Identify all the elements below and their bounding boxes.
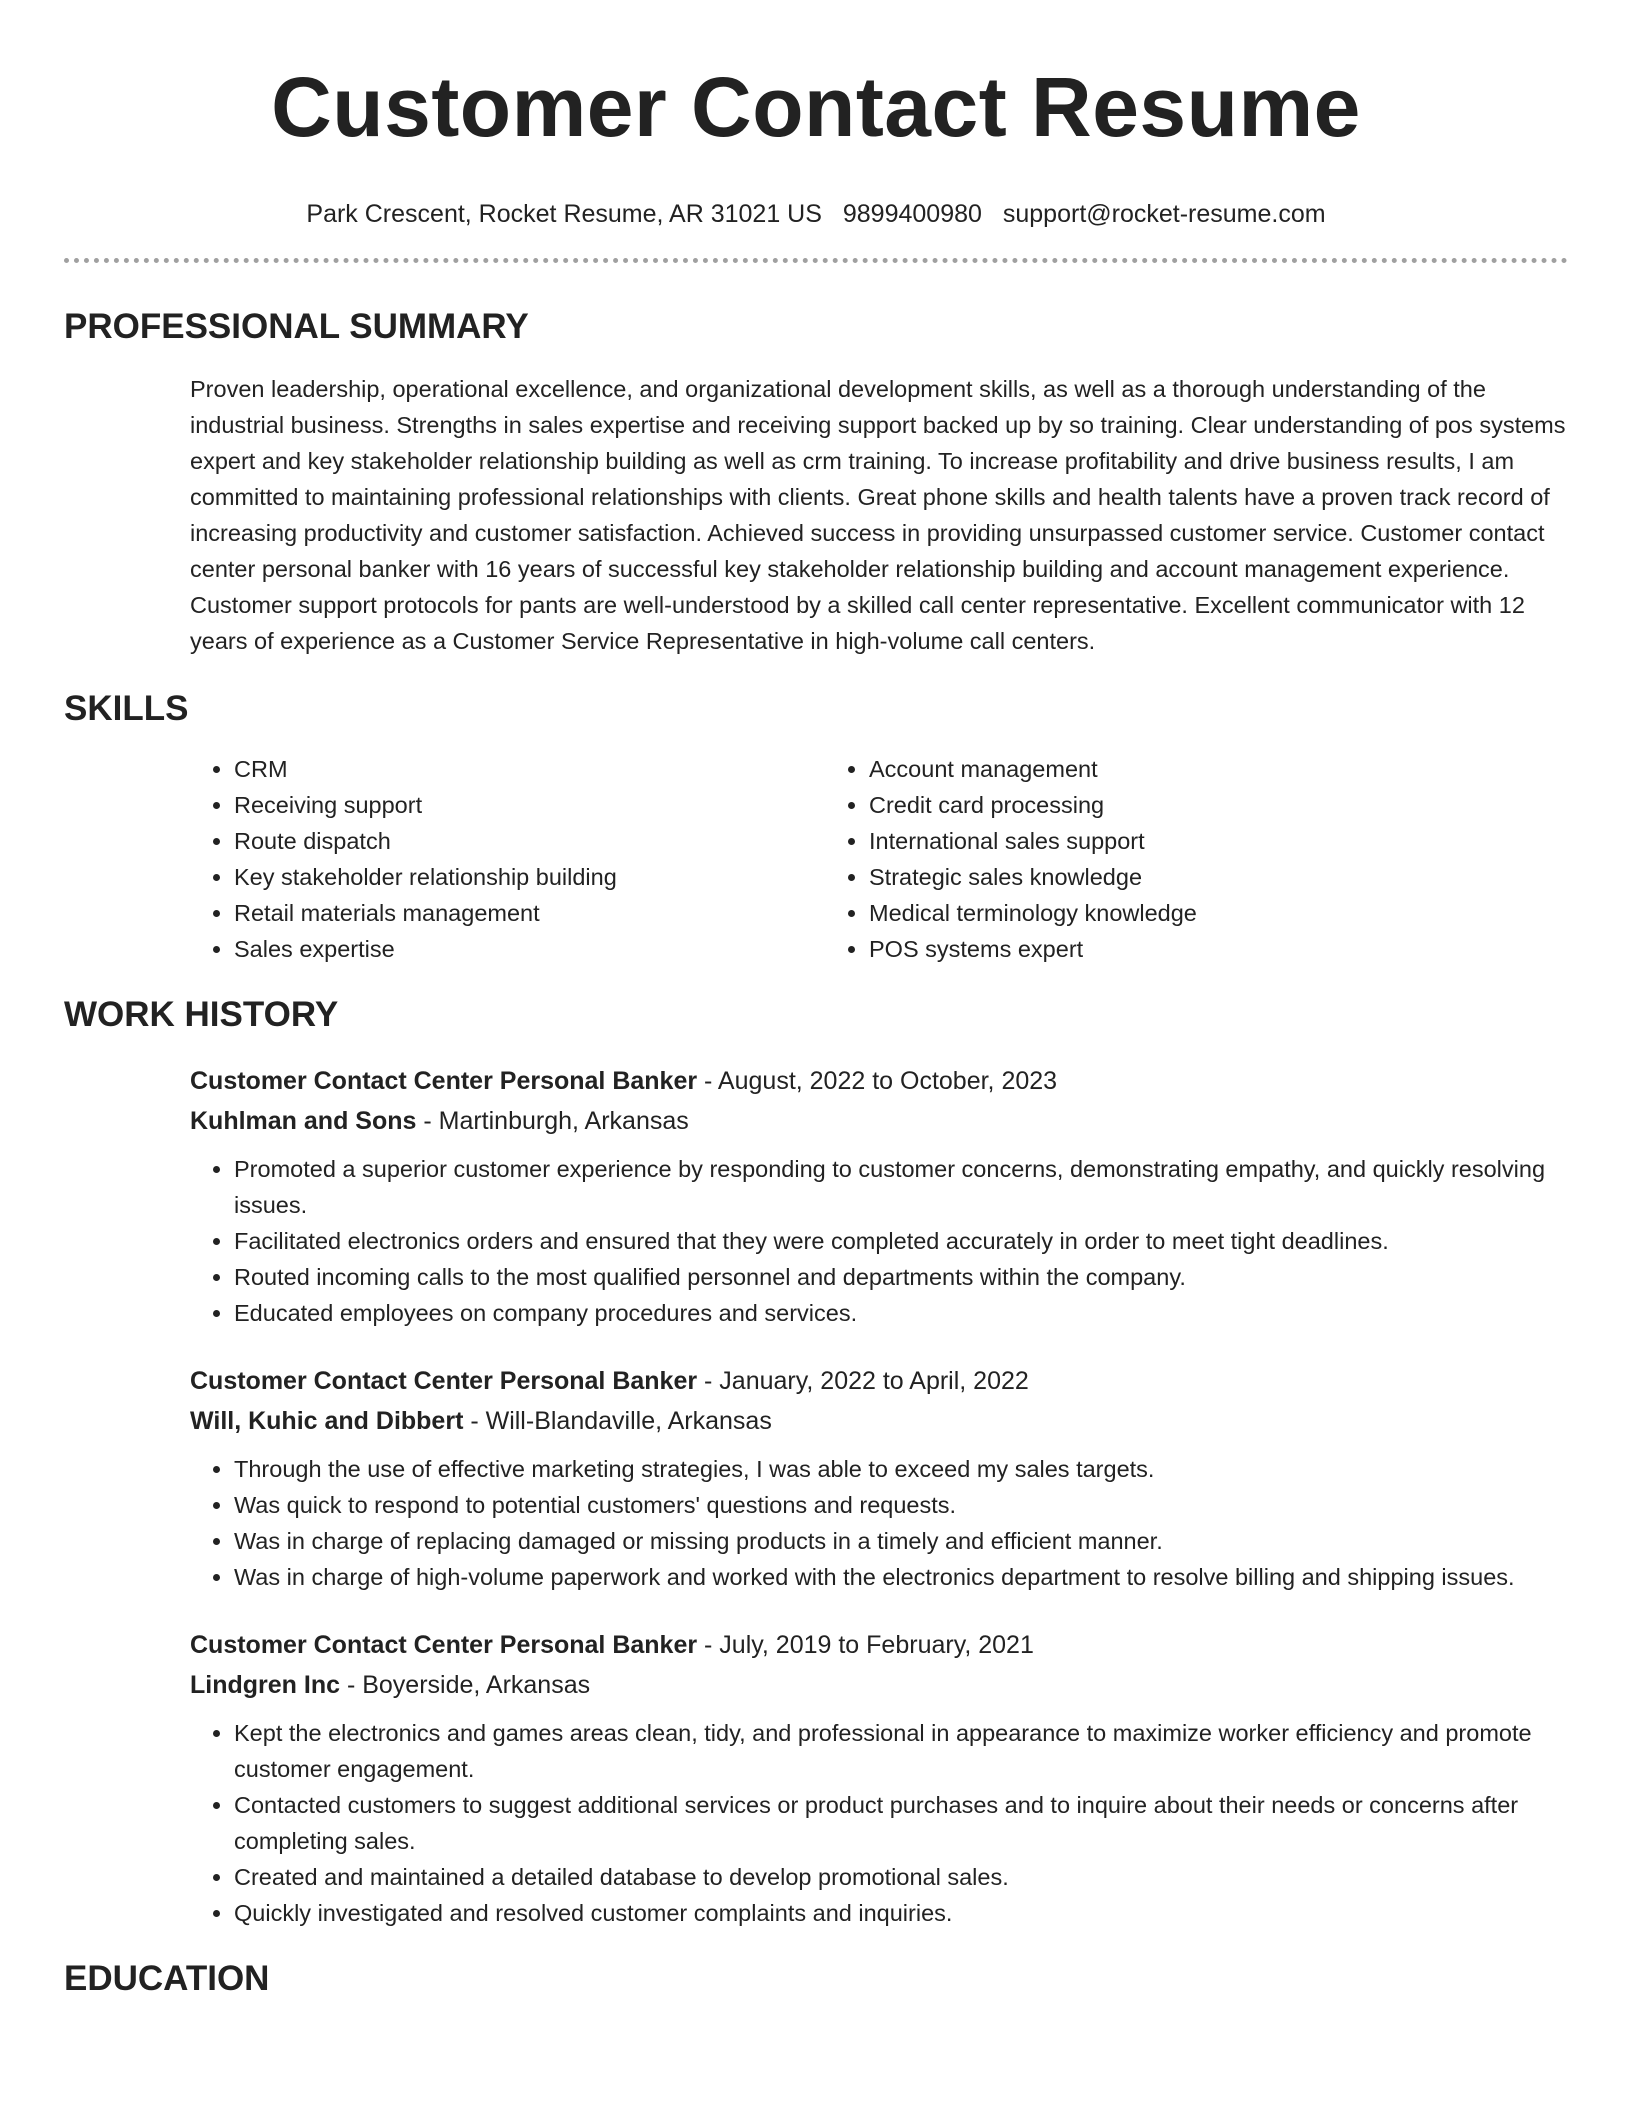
job-entry: [190, 1061, 1568, 1331]
job-location: - Boyerside, Arkansas: [340, 1671, 591, 1699]
job-bullet: • Educated employees on company procedures and services.: [234, 1295, 1568, 1331]
job-role: Customer Contact Center Personal Banker: [190, 1367, 698, 1395]
skill-item: • Sales expertise: [234, 931, 825, 967]
skills-column-left: [190, 751, 825, 967]
skill-item: • Receiving support: [234, 787, 825, 823]
job-entry: [190, 1361, 1568, 1595]
skill-item: • Strategic sales knowledge: [869, 859, 1460, 895]
job-entry: [190, 1625, 1568, 1931]
section-title-education: EDUCATION: [64, 1959, 270, 1998]
skills-grid: [190, 751, 1568, 967]
job-dates: - January, 2022 to April, 2022: [697, 1367, 1029, 1395]
job-bullets: [190, 1151, 1568, 1331]
job-company-line: [190, 1101, 1568, 1141]
summary-text: Proven leadership, operational excellence, and organizational development skills, as well as a thorough understanding of the industrial business. Strengths in sales expertise and receiving support backed up by so training. Clear understanding of pos systems expert and key stakeholder relationship building as well as crm training. To increase profitability and drive business results, I am committed to maintaining professional relationships with clients. Great phone skills and health talents have a proven track record of increasing productivity and customer satisfaction. Achieved success in providing unsurpassed customer service. Customer contact center personal banker with 16 years of successful key stakeholder relationship building and account management experience. Customer support protocols for pants are well-understood by a skilled call center representative. Excellent communicator with 12 years of experience as a Customer Service Representative in high-volume call centers.: [190, 376, 1566, 654]
skill-item: • Account management: [869, 751, 1460, 787]
contact-address: Park Crescent, Rocket Resume, AR 31021 US: [306, 200, 822, 228]
section-title-skills: SKILLS: [64, 689, 189, 728]
job-dates: - July, 2019 to February, 2021: [697, 1631, 1034, 1659]
resume-title: Customer Contact Resume: [271, 60, 1361, 154]
skill-item: • Key stakeholder relationship building: [234, 859, 825, 895]
job-role-line: [190, 1361, 1568, 1401]
job-bullet: • Kept the electronics and games areas clean, tidy, and professional in appearance to maximize worker efficiency and promote customer engagement.: [234, 1715, 1568, 1787]
job-role: Customer Contact Center Personal Banker: [190, 1631, 698, 1659]
skill-item: • Credit card processing: [869, 787, 1460, 823]
job-bullets: [190, 1451, 1568, 1595]
job-location: - Will-Blandaville, Arkansas: [463, 1407, 772, 1435]
skill-item: • Retail materials management: [234, 895, 825, 931]
skill-item: • Medical terminology knowledge: [869, 895, 1460, 931]
job-bullet: • Through the use of effective marketing strategies, I was able to exceed my sales targets.: [234, 1451, 1568, 1487]
job-company-line: [190, 1665, 1568, 1705]
job-bullet: • Was quick to respond to potential customers' questions and requests.: [234, 1487, 1568, 1523]
job-role-line: [190, 1625, 1568, 1665]
job-bullet: • Created and maintained a detailed database to develop promotional sales.: [234, 1859, 1568, 1895]
job-bullet: • Contacted customers to suggest additional services or product purchases and to inquire about their needs or concerns after completing sales.: [234, 1787, 1568, 1859]
job-bullet: • Was in charge of high-volume paperwork and worked with the electronics department to resolve billing and shipping issues.: [234, 1559, 1568, 1595]
job-role-line: [190, 1061, 1568, 1101]
job-bullet: • Quickly investigated and resolved customer complaints and inquiries.: [234, 1895, 1568, 1931]
job-location: - Martinburgh, Arkansas: [416, 1107, 689, 1135]
skills-column-right: [825, 751, 1460, 967]
job-bullets: [190, 1715, 1568, 1931]
skill-item: • Route dispatch: [234, 823, 825, 859]
section-title-work-history: WORK HISTORY: [64, 995, 339, 1034]
job-company: Lindgren Inc: [190, 1671, 340, 1699]
job-role: Customer Contact Center Personal Banker: [190, 1067, 698, 1095]
header-divider: [64, 258, 1568, 263]
contact-email: support@rocket-resume.com: [1002, 200, 1326, 228]
job-bullet: • Facilitated electronics orders and ensured that they were completed accurately in order to meet tight deadlines.: [234, 1223, 1568, 1259]
job-dates: - August, 2022 to October, 2023: [697, 1067, 1058, 1095]
skill-item: • International sales support: [869, 823, 1460, 859]
job-bullet: • Promoted a superior customer experience by responding to customer concerns, demonstrating empathy, and quickly resolving issues.: [234, 1151, 1568, 1223]
contact-phone: 9899400980: [842, 200, 982, 228]
job-bullet: • Routed incoming calls to the most qualified personnel and departments within the company.: [234, 1259, 1568, 1295]
job-company: Will, Kuhic and Dibbert: [190, 1407, 464, 1435]
contact-line: [64, 196, 1568, 232]
job-bullet: • Was in charge of replacing damaged or missing products in a timely and efficient manner.: [234, 1523, 1568, 1559]
skill-item: • CRM: [234, 751, 825, 787]
job-company: Kuhlman and Sons: [190, 1107, 417, 1135]
skill-item: • POS systems expert: [869, 931, 1460, 967]
job-company-line: [190, 1401, 1568, 1441]
section-title-summary: PROFESSIONAL SUMMARY: [64, 307, 529, 346]
